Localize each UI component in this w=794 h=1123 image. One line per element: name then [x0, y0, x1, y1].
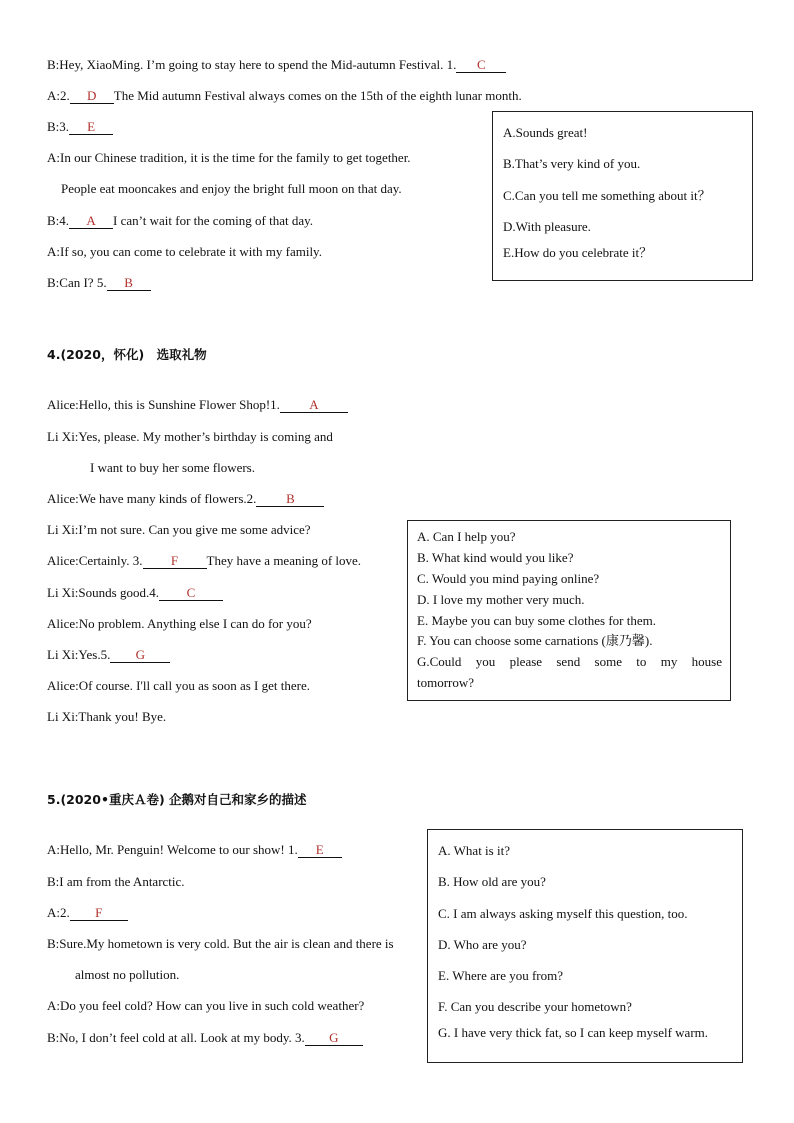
s3-line-5: People eat mooncakes and enjoy the bright full moon on that day.	[61, 181, 402, 196]
answer-blank: A	[280, 398, 348, 413]
option-c: C. I am always asking myself this question, too.	[438, 906, 688, 921]
option-b: B. What kind would you like?	[417, 550, 574, 565]
s5-line-2: B:I am from the Antarctic.	[47, 874, 185, 889]
answer-blank: C	[456, 58, 506, 73]
option-g: G. I have very thick fat, so I can keep myself warm.	[438, 1025, 709, 1040]
answer-blank: C	[159, 586, 223, 601]
s4-line-11: Li Xi:Thank you! Bye.	[47, 709, 167, 724]
answer-blank: G	[305, 1031, 363, 1046]
option-d: D. I love my mother very much.	[417, 592, 585, 607]
s5-line-1: A:Hello, Mr. Penguin! Welcome to our show! 1. E	[47, 842, 342, 858]
s4-line-2: Li Xi:Yes, please. My mother’s birthday is coming and	[47, 429, 333, 444]
option-e: E. Where are you from?	[438, 968, 564, 983]
s3-options-box	[492, 111, 753, 281]
s4-line-9: Li Xi:Yes.5. G	[47, 647, 170, 663]
s3-line-6: B:4. A I can’t wait for the coming of that day.	[47, 213, 314, 228]
s5-options-box	[427, 829, 743, 1063]
option-f: F. Can you describe your hometown?	[438, 999, 632, 1014]
option-e: E.How do you celebrate it？	[503, 245, 653, 260]
option-a: A. Can I help you?	[417, 529, 516, 544]
option-f: F. You can choose some carnations (康乃馨).	[417, 633, 653, 648]
s4-line-6: Alice:Certainly. 3. F They have a meaning of love.	[47, 553, 362, 568]
answer-blank: B	[256, 492, 324, 507]
option-b: B.That’s very kind of you.	[503, 156, 641, 171]
s5-line-4: B:Sure.My hometown is very cold. But the air is clean and there is	[47, 936, 394, 951]
option-g-cont: tomorrow?	[417, 675, 475, 690]
s5-heading: 5.(2020•重庆Ａ卷) 企鹅对自己和家乡的描述	[47, 792, 307, 807]
s3-line-2: A:2. D The Mid autumn Festival always comes on the 15th of the eighth lunar month.	[47, 88, 522, 103]
s4-line-3: I want to buy her some flowers.	[90, 460, 255, 475]
option-d: D. Who are you?	[438, 937, 527, 952]
s5-line-3: A:2. F	[47, 905, 128, 921]
option-c: C. Would you mind paying online?	[417, 571, 600, 586]
answer-blank: A	[69, 214, 113, 229]
option-c: C.Can you tell me something about it？	[503, 188, 711, 203]
answer-blank: E	[69, 120, 113, 135]
s4-heading: 4.(2020，怀化) 选取礼物	[47, 347, 207, 362]
s4-line-7: Li Xi:Sounds good.4. C	[47, 585, 223, 601]
s3-line-3: B:3. E	[47, 119, 113, 135]
s3-line-4: A:In our Chinese tradition, it is the time for the family to get together.	[47, 150, 411, 165]
option-e: E. Maybe you can buy some clothes for them.	[417, 613, 656, 628]
s4-line-1: Alice:Hello, this is Sunshine Flower Shop!1. A	[47, 397, 348, 413]
answer-blank: G	[110, 648, 170, 663]
option-a: A. What is it?	[438, 843, 510, 858]
answer-blank: F	[143, 554, 207, 569]
option-a: A.Sounds great!	[503, 125, 588, 140]
s5-line-6: A:Do you feel cold? How can you live in such cold weather?	[47, 998, 365, 1013]
s4-line-5: Li Xi:I’m not sure. Can you give me some advice?	[47, 522, 311, 537]
option-b: B. How old are you?	[438, 874, 546, 889]
s4-line-4: Alice:We have many kinds of flowers.2. B	[47, 491, 324, 507]
s3-line-1: B:Hey, XiaoMing. I’m going to stay here to spend the Mid-autumn Festival. 1. C	[47, 57, 506, 73]
s3-line-7: A:If so, you can come to celebrate it with my family.	[47, 244, 322, 259]
s3-line-8: B:Can I? 5. B	[47, 275, 151, 291]
answer-blank: B	[107, 276, 151, 291]
answer-blank: D	[70, 89, 114, 104]
s4-line-8: Alice:No problem. Anything else I can do for you?	[47, 616, 312, 631]
answer-blank: F	[70, 906, 128, 921]
option-d: D.With pleasure.	[503, 219, 591, 234]
option-g: G.Could you please send some to my house	[417, 654, 722, 669]
s4-line-10: Alice:Of course. I'll call you as soon as I get there.	[47, 678, 310, 693]
s5-line-5: almost no pollution.	[75, 967, 180, 982]
s4-options-box	[407, 520, 731, 701]
s5-line-7: B:No, I don’t feel cold at all. Look at my body. 3. G	[47, 1030, 363, 1046]
answer-blank: E	[298, 843, 342, 858]
